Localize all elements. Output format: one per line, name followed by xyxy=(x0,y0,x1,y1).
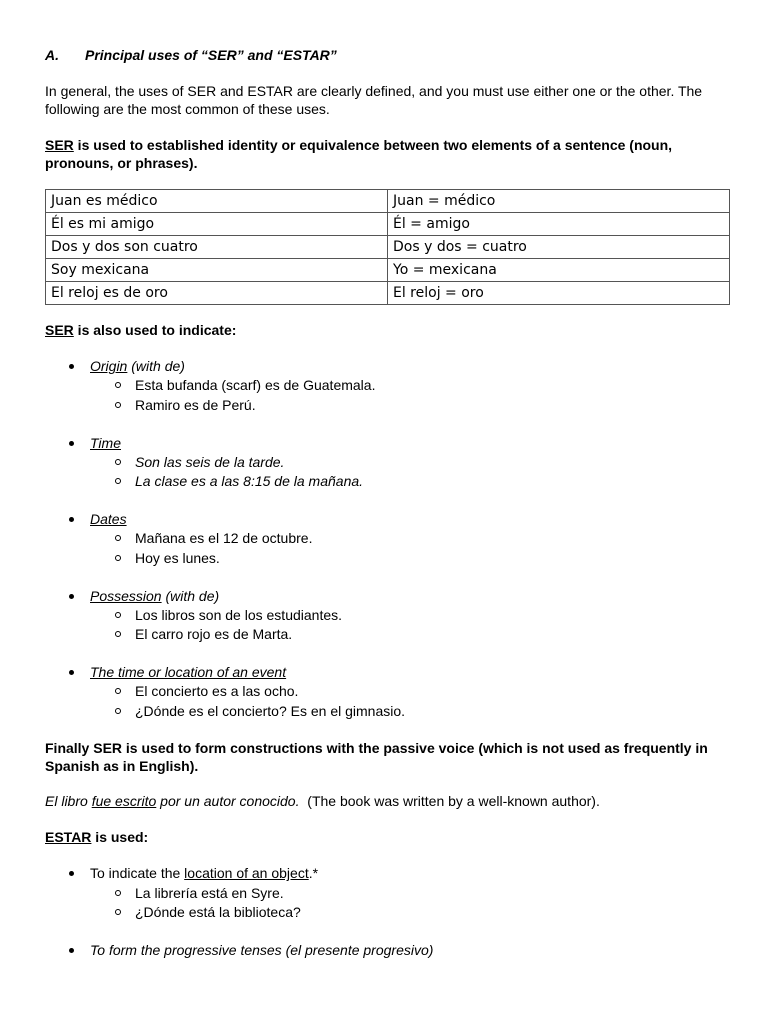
table-cell-sentence: Dos y dos son cuatro xyxy=(46,236,388,259)
circle-bullet-icon xyxy=(115,535,121,541)
event-label: The time or location of an event xyxy=(90,664,287,680)
estar-heading xyxy=(45,829,148,845)
example-text: La clase es a las 8:15 de la mañana. xyxy=(135,473,364,489)
possession-label: Possession xyxy=(90,588,162,604)
section-heading xyxy=(45,47,337,63)
ser-identity-text: is used to established identity or equivalence between two elements of a sentence (noun, pronouns, or phrases). xyxy=(45,137,673,171)
table-row xyxy=(46,259,730,282)
example-text: ¿Dónde está la biblioteca? xyxy=(135,904,301,920)
bullet-icon xyxy=(69,517,74,522)
example-text: El concierto es a las ocho. xyxy=(135,683,299,699)
circle-bullet-icon xyxy=(115,402,121,408)
circle-bullet-icon xyxy=(115,382,121,388)
passive-example-verb: fue escrito xyxy=(91,793,157,809)
bullet-icon xyxy=(69,441,74,446)
circle-bullet-icon xyxy=(115,478,121,484)
table-cell-equivalence: Yo = mexicana xyxy=(388,259,730,282)
origin-label: Origin xyxy=(90,358,128,374)
origin-note: (with de) xyxy=(127,358,185,374)
progressive-text: To form the progressive tenses (el presente progresivo) xyxy=(90,942,434,958)
example-text: La librería está en Syre. xyxy=(135,885,284,901)
section-letter: A. xyxy=(45,47,59,63)
ser-also-heading xyxy=(45,322,236,338)
table-cell-sentence: El reloj es de oro xyxy=(46,282,388,305)
table-cell-equivalence: El reloj = oro xyxy=(388,282,730,305)
possession-note: (with de) xyxy=(161,588,220,604)
equivalence-table xyxy=(45,189,730,305)
table-row xyxy=(46,213,730,236)
ser-word: SER xyxy=(45,322,74,338)
circle-bullet-icon xyxy=(115,688,121,694)
bullet-icon xyxy=(69,670,74,675)
section-title: Principal uses of “SER” and “ESTAR” xyxy=(85,47,337,63)
circle-bullet-icon xyxy=(115,708,121,714)
example-text: ¿Dónde es el concierto? Es en el gimnasio. xyxy=(135,703,406,719)
location-prefix: To indicate the xyxy=(90,865,185,881)
passive-example-part: por un autor conocido. xyxy=(156,793,300,809)
bullet-icon xyxy=(69,871,74,876)
circle-bullet-icon xyxy=(115,612,121,618)
example-text: El carro rojo es de Marta. xyxy=(135,626,293,642)
circle-bullet-icon xyxy=(115,555,121,561)
bullet-icon xyxy=(69,364,74,369)
passive-paragraph: Finally SER is used to form constructions with the passive voice (which is not used as frequently in Spanish as in English). xyxy=(45,740,708,774)
example-text: Esta bufanda (scarf) es de Guatemala. xyxy=(135,377,376,393)
table-cell-equivalence: Juan = médico xyxy=(388,190,730,213)
circle-bullet-icon xyxy=(115,909,121,915)
bullet-icon xyxy=(69,594,74,599)
example-text: Son las seis de la tarde. xyxy=(135,454,285,470)
location-label: location of an object xyxy=(184,865,309,881)
example-text: Ramiro es de Perú. xyxy=(135,397,256,413)
circle-bullet-icon xyxy=(115,459,121,465)
table-cell-equivalence: Dos y dos = cuatro xyxy=(388,236,730,259)
dates-label: Dates xyxy=(90,511,127,527)
passive-example xyxy=(45,793,600,809)
passive-example-translation: (The book was written by a well-known author). xyxy=(299,793,600,809)
ser-identity-paragraph xyxy=(45,136,735,172)
example-text: Hoy es lunes. xyxy=(135,550,220,566)
ser-word: SER xyxy=(45,137,74,153)
circle-bullet-icon xyxy=(115,890,121,896)
estar-text: is used: xyxy=(91,829,149,845)
circle-bullet-icon xyxy=(115,631,121,637)
example-text: Los libros son de los estudiantes. xyxy=(135,607,343,623)
table-cell-sentence: Soy mexicana xyxy=(46,259,388,282)
table-cell-sentence: Él es mi amigo xyxy=(46,213,388,236)
example-text: Mañana es el 12 de octubre. xyxy=(135,530,313,546)
table-cell-sentence: Juan es médico xyxy=(46,190,388,213)
ser-also-text: is also used to indicate: xyxy=(73,322,237,338)
time-label: Time xyxy=(90,435,121,451)
estar-word: ESTAR xyxy=(45,829,92,845)
table-row xyxy=(46,282,730,305)
bullet-icon xyxy=(69,948,74,953)
table-row xyxy=(46,190,730,213)
table-row xyxy=(46,236,730,259)
passive-example-part: El libro xyxy=(45,793,92,809)
table-cell-equivalence: Él = amigo xyxy=(388,213,730,236)
location-suffix: .* xyxy=(308,865,319,881)
intro-paragraph: In general, the uses of SER and ESTAR are clearly defined, and you must use either one or the other. The following are the most common of these uses. xyxy=(45,83,703,117)
